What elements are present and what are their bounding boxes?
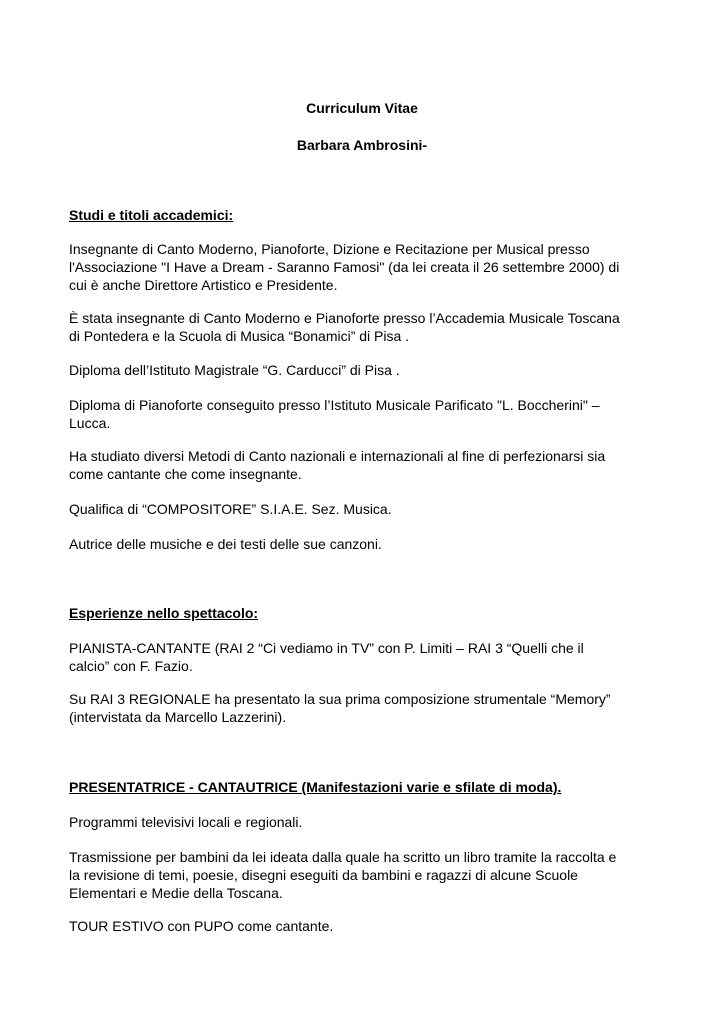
- paragraph: Programmi televisivi locali e regionali.: [69, 814, 303, 830]
- paragraph: TOUR ESTIVO con PUPO come cantante.: [69, 918, 334, 934]
- paragraph: Trasmissione per bambini da lei ideata dalla quale ha scritto un libro tramite la raccolta e la revisione di temi, poesie, disegni eseguiti da bambini e ragazzi di alcune Scuole Elementari e Medie della Toscana.: [69, 849, 617, 901]
- paragraph: Diploma dell’Istituto Magistrale “G. Carducci” di Pisa .: [69, 362, 400, 378]
- paragraph: Diploma di Pianoforte conseguito presso l’Istituto Musicale Parificato "L. Boccherini" – Lucca.: [69, 397, 600, 431]
- paragraph: Su RAI 3 REGIONALE ha presentato la sua prima composizione strumentale “Memory” (intervistata da Marcello Lazzerini).: [69, 691, 611, 725]
- paragraph: Autrice delle musiche e dei testi delle sue canzoni.: [69, 536, 382, 552]
- section-heading-experience: Esperienze nello spettacolo:: [69, 605, 259, 621]
- document-title: Curriculum Vitae: [306, 100, 418, 116]
- section-heading-presenter: PRESENTATRICE - CANTAUTRICE (Manifestazioni varie e sfilate di moda).: [69, 779, 562, 795]
- paragraph: PIANISTA-CANTANTE (RAI 2 “Ci vediamo in TV” con P. Limiti – RAI 3 “Quelli che il calcio” con F. Fazio.: [69, 640, 584, 674]
- paragraph: È stata insegnante di Canto Moderno e Pianoforte presso l’Accademia Musicale Toscana di Pontedera e la Scuola di Musica “Bonamici” di Pisa .: [69, 310, 620, 344]
- section-heading-studies: Studi e titoli accademici:: [69, 207, 234, 223]
- paragraph: Ha studiato diversi Metodi di Canto nazionali e internazionali al fine di perfezionarsi sia come cantante che come insegnante.: [69, 448, 606, 482]
- person-name: Barbara Ambrosini-: [296, 137, 428, 153]
- paragraph: Insegnante di Canto Moderno, Pianoforte, Dizione e Recitazione per Musical presso l'Associazione "I Have a Dream - Saranno Famosi" (da lei creata il 26 settembre 2000) di cui è anche Direttore Artistico e Presidente.: [69, 241, 620, 293]
- paragraph: Qualifica di “COMPOSITORE” S.I.A.E. Sez. Musica.: [69, 501, 392, 517]
